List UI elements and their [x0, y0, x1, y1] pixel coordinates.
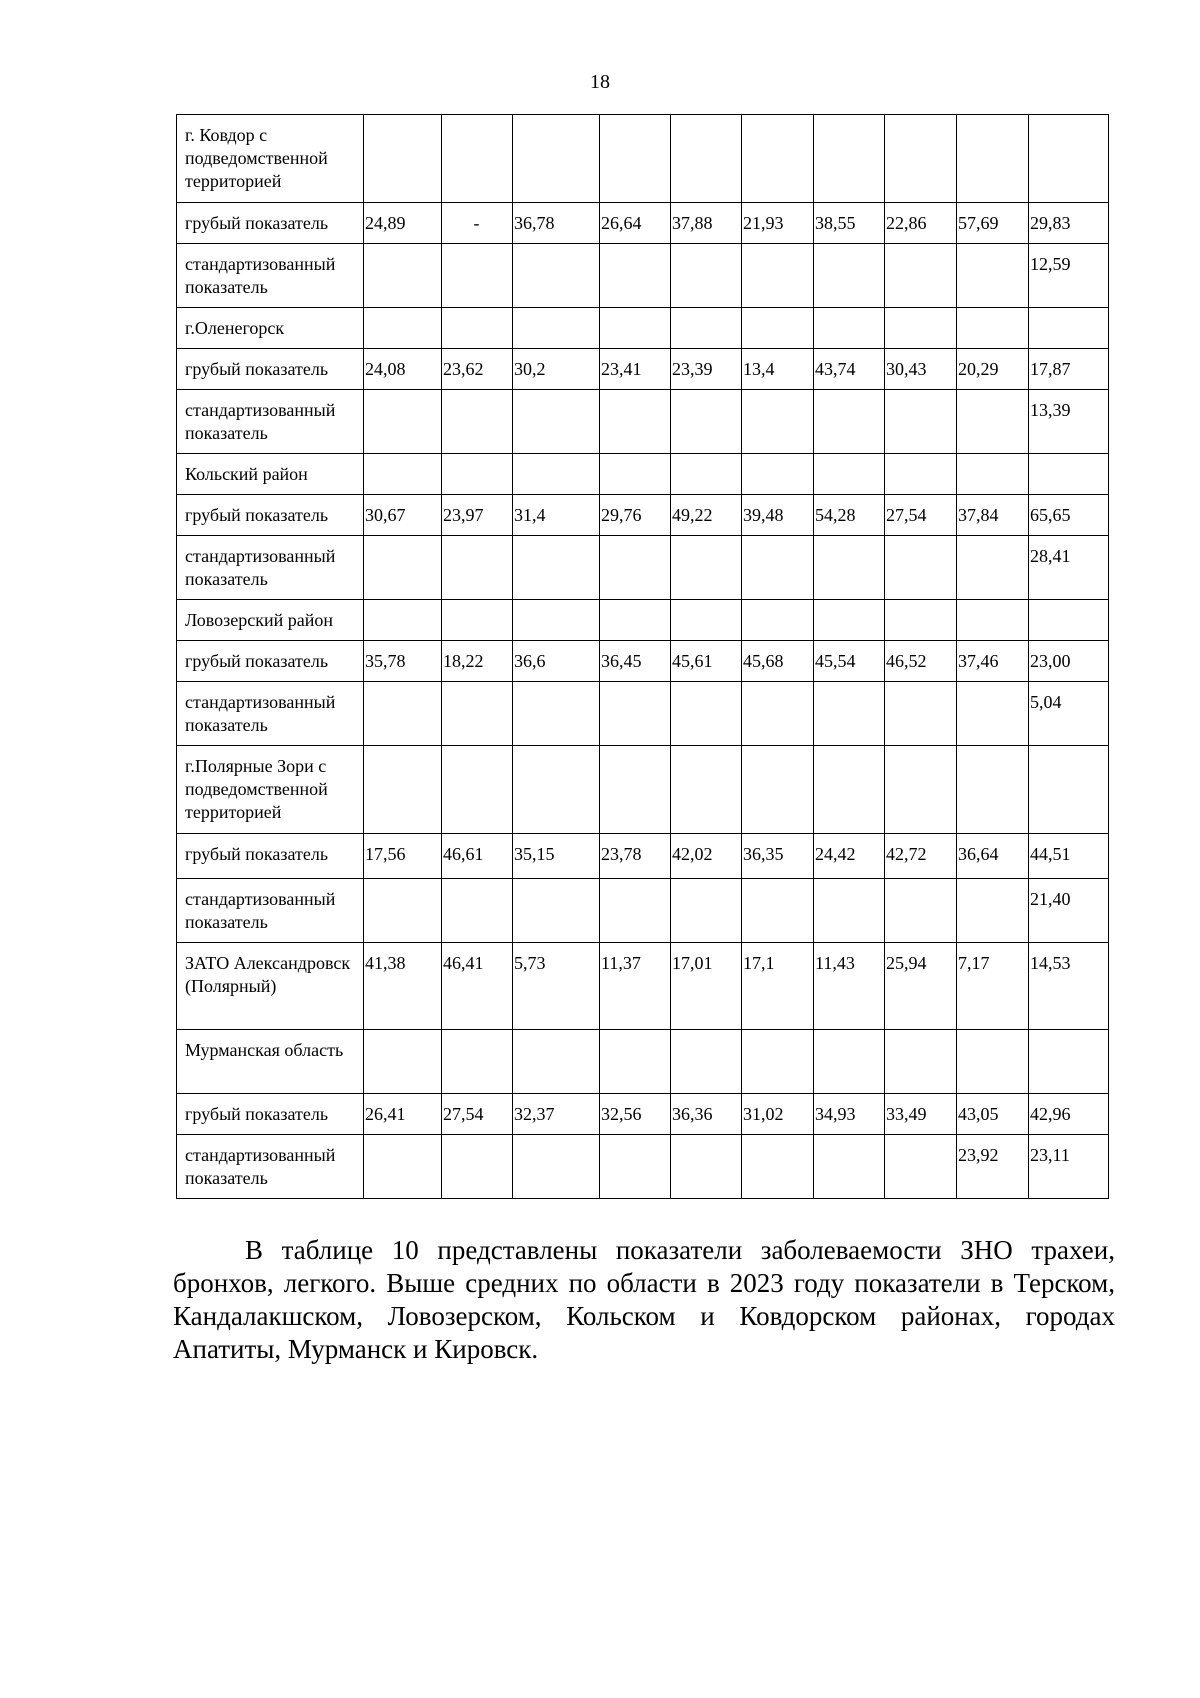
table-cell: 23,41: [600, 349, 671, 390]
table-cell: [885, 746, 957, 834]
table-cell: [364, 390, 442, 454]
table-cell: [814, 1030, 885, 1094]
table-cell: 42,02: [671, 834, 742, 879]
table-cell: -: [442, 203, 513, 244]
table-cell: 20,29: [957, 349, 1029, 390]
row-label: грубый показатель: [177, 641, 364, 682]
table-cell: [957, 308, 1029, 349]
table-cell: 42,72: [885, 834, 957, 879]
table-cell: [671, 682, 742, 746]
table-cell: [1029, 746, 1109, 834]
table-cell: [364, 308, 442, 349]
table-cell: [513, 115, 600, 203]
table-cell: 43,05: [957, 1094, 1029, 1135]
table-cell: 25,94: [885, 943, 957, 1030]
table-cell: [742, 536, 814, 600]
table-cell: [364, 746, 442, 834]
table-cell: 12,59: [1029, 244, 1109, 308]
incidence-table: [176, 114, 1109, 1199]
table-cell: [742, 746, 814, 834]
table-cell: [885, 1030, 957, 1094]
table-cell: [364, 536, 442, 600]
table-cell: [442, 454, 513, 495]
table-cell: [957, 115, 1029, 203]
table-cell: 23,78: [600, 834, 671, 879]
table-cell: [885, 454, 957, 495]
table-row: [177, 879, 1109, 943]
table-row: [177, 641, 1109, 682]
table-cell: 36,64: [957, 834, 1029, 879]
table-cell: 7,17: [957, 943, 1029, 1030]
table-cell: [957, 879, 1029, 943]
table-cell: 17,56: [364, 834, 442, 879]
table-cell: 23,39: [671, 349, 742, 390]
table-cell: 35,78: [364, 641, 442, 682]
table-cell: 11,37: [600, 943, 671, 1030]
table-cell: 30,67: [364, 495, 442, 536]
table-cell: [671, 454, 742, 495]
table-cell: [364, 115, 442, 203]
table-cell: [364, 454, 442, 495]
table-cell: [364, 600, 442, 641]
table-cell: 36,36: [671, 1094, 742, 1135]
table-cell: 36,6: [513, 641, 600, 682]
table-cell: [600, 536, 671, 600]
table-cell: [742, 454, 814, 495]
table-cell: [742, 879, 814, 943]
table-cell: [442, 536, 513, 600]
table-cell: [814, 115, 885, 203]
table-cell: 29,83: [1029, 203, 1109, 244]
table-cell: [814, 746, 885, 834]
table-cell: 49,22: [671, 495, 742, 536]
table-row: [177, 349, 1109, 390]
table-cell: [513, 682, 600, 746]
table-cell: [442, 390, 513, 454]
table-cell: [513, 879, 600, 943]
table-row: [177, 115, 1109, 203]
table-cell: [513, 390, 600, 454]
table-cell: 27,54: [442, 1094, 513, 1135]
table-cell: [364, 244, 442, 308]
table-cell: 42,96: [1029, 1094, 1109, 1135]
table-row: [177, 943, 1109, 1030]
table-cell: 11,43: [814, 943, 885, 1030]
row-label: грубый показатель: [177, 349, 364, 390]
row-label: стандартизованный показатель: [177, 244, 364, 308]
table-cell: [814, 1135, 885, 1199]
table-cell: 26,64: [600, 203, 671, 244]
table-cell: [742, 244, 814, 308]
table-cell: [814, 536, 885, 600]
table-cell: [1029, 600, 1109, 641]
table-row: [177, 1094, 1109, 1135]
table-cell: [885, 115, 957, 203]
table-cell: [1029, 1030, 1109, 1094]
row-label: стандартизованный показатель: [177, 879, 364, 943]
table-cell: [671, 879, 742, 943]
table-cell: 45,61: [671, 641, 742, 682]
table-cell: 23,11: [1029, 1135, 1109, 1199]
table-cell: 45,68: [742, 641, 814, 682]
table-cell: 27,54: [885, 495, 957, 536]
table-cell: [885, 1135, 957, 1199]
table-cell: 41,38: [364, 943, 442, 1030]
table-cell: 5,04: [1029, 682, 1109, 746]
table-cell: [442, 115, 513, 203]
row-label: грубый показатель: [177, 495, 364, 536]
table-cell: 17,87: [1029, 349, 1109, 390]
row-label: стандартизованный показатель: [177, 390, 364, 454]
table-cell: [442, 600, 513, 641]
table-cell: 30,43: [885, 349, 957, 390]
row-label: грубый показатель: [177, 834, 364, 879]
table-cell: [442, 308, 513, 349]
table-cell: 21,93: [742, 203, 814, 244]
table-cell: 14,53: [1029, 943, 1109, 1030]
table-cell: 5,73: [513, 943, 600, 1030]
table-cell: 57,69: [957, 203, 1029, 244]
table-cell: [1029, 454, 1109, 495]
table-cell: 33,49: [885, 1094, 957, 1135]
table-cell: [885, 308, 957, 349]
table-row: [177, 746, 1109, 834]
table-cell: [742, 390, 814, 454]
table-cell: 32,56: [600, 1094, 671, 1135]
row-label: ЗАТО Александровск (Полярный): [177, 943, 364, 1030]
table-cell: [885, 600, 957, 641]
row-label: грубый показатель: [177, 203, 364, 244]
table-cell: [513, 536, 600, 600]
table-cell: [513, 244, 600, 308]
table-cell: 29,76: [600, 495, 671, 536]
table-cell: [814, 454, 885, 495]
table-cell: 54,28: [814, 495, 885, 536]
table-cell: 21,40: [1029, 879, 1109, 943]
table-cell: [600, 1135, 671, 1199]
table-cell: [600, 390, 671, 454]
table-row: [177, 244, 1109, 308]
table-cell: 28,41: [1029, 536, 1109, 600]
table-row: [177, 203, 1109, 244]
table-cell: [814, 390, 885, 454]
table-cell: [814, 879, 885, 943]
table-cell: 17,01: [671, 943, 742, 1030]
row-label: стандартизованный показатель: [177, 536, 364, 600]
table-cell: [364, 879, 442, 943]
table-cell: 36,35: [742, 834, 814, 879]
table-cell: [957, 600, 1029, 641]
table-cell: 22,86: [885, 203, 957, 244]
table-cell: 24,89: [364, 203, 442, 244]
table-cell: [442, 682, 513, 746]
table-cell: [442, 1030, 513, 1094]
table-cell: [671, 390, 742, 454]
table-cell: [957, 454, 1029, 495]
table-cell: 37,46: [957, 641, 1029, 682]
table-cell: 37,84: [957, 495, 1029, 536]
table-cell: [600, 600, 671, 641]
row-label: г.Полярные Зори с подведомственной территорией: [177, 746, 364, 834]
table-cell: 17,1: [742, 943, 814, 1030]
table-cell: 32,37: [513, 1094, 600, 1135]
table-cell: [957, 390, 1029, 454]
table-cell: [442, 879, 513, 943]
table-cell: [442, 746, 513, 834]
table-cell: [671, 600, 742, 641]
table-row: [177, 536, 1109, 600]
table-cell: [671, 1030, 742, 1094]
table-cell: [442, 244, 513, 308]
table-cell: [600, 308, 671, 349]
row-label: г.Оленегорск: [177, 308, 364, 349]
table-cell: [814, 244, 885, 308]
table-row: [177, 1135, 1109, 1199]
table-cell: 34,93: [814, 1094, 885, 1135]
table-cell: [364, 1135, 442, 1199]
table-cell: [600, 115, 671, 203]
row-label: Кольский район: [177, 454, 364, 495]
table-cell: [1029, 308, 1109, 349]
table-cell: [742, 1135, 814, 1199]
table-cell: [600, 1030, 671, 1094]
table-row: [177, 454, 1109, 495]
table-cell: [742, 1030, 814, 1094]
table-cell: 38,55: [814, 203, 885, 244]
table-cell: 39,48: [742, 495, 814, 536]
table-cell: [885, 244, 957, 308]
table-cell: 24,42: [814, 834, 885, 879]
table-cell: 23,00: [1029, 641, 1109, 682]
table-cell: [742, 115, 814, 203]
table-cell: 36,78: [513, 203, 600, 244]
table-cell: 23,92: [957, 1135, 1029, 1199]
table-cell: 44,51: [1029, 834, 1109, 879]
table-cell: [671, 115, 742, 203]
table-cell: 46,61: [442, 834, 513, 879]
table-cell: [742, 308, 814, 349]
table-cell: [814, 308, 885, 349]
table-cell: [513, 746, 600, 834]
table-cell: [814, 600, 885, 641]
table-cell: 23,97: [442, 495, 513, 536]
table-cell: [600, 244, 671, 308]
table-cell: [671, 1135, 742, 1199]
row-label: стандартизованный показатель: [177, 682, 364, 746]
table-cell: 18,22: [442, 641, 513, 682]
table-cell: 46,52: [885, 641, 957, 682]
table-cell: [1029, 115, 1109, 203]
table-cell: [671, 308, 742, 349]
table-cell: [513, 1030, 600, 1094]
table-cell: 31,4: [513, 495, 600, 536]
table-row: [177, 600, 1109, 641]
table-cell: [957, 746, 1029, 834]
row-label: Мурманская область: [177, 1030, 364, 1094]
table-cell: [957, 1030, 1029, 1094]
table-cell: 46,41: [442, 943, 513, 1030]
table-cell: [513, 454, 600, 495]
table-cell: [957, 244, 1029, 308]
table-row: [177, 308, 1109, 349]
table-cell: 65,65: [1029, 495, 1109, 536]
table-cell: 37,88: [671, 203, 742, 244]
table-row: [177, 495, 1109, 536]
body-paragraph: В таблице 10 представлены показатели заболеваемости ЗНО трахеи, бронхов, легкого. Выше средних по области в 2023 году показатели в Терском, Кандалакшском, Ловозерском, Кольском и Ковдорском районах, городах Апатиты, Мурманск и Кировск.: [173, 1235, 1115, 1364]
table-cell: [814, 682, 885, 746]
table-cell: [513, 600, 600, 641]
table-cell: [885, 682, 957, 746]
table-cell: [671, 746, 742, 834]
table-cell: [885, 536, 957, 600]
table-cell: [600, 746, 671, 834]
table-cell: [671, 536, 742, 600]
table-cell: 35,15: [513, 834, 600, 879]
table-cell: 24,08: [364, 349, 442, 390]
table-cell: [885, 879, 957, 943]
table-cell: [513, 308, 600, 349]
table-cell: 13,4: [742, 349, 814, 390]
table-cell: [442, 1135, 513, 1199]
row-label: стандартизованный показатель: [177, 1135, 364, 1199]
table-cell: [742, 682, 814, 746]
row-label: Ловозерский район: [177, 600, 364, 641]
table-cell: 13,39: [1029, 390, 1109, 454]
table-cell: 45,54: [814, 641, 885, 682]
table-cell: [364, 1030, 442, 1094]
row-label: грубый показатель: [177, 1094, 364, 1135]
table-cell: [513, 1135, 600, 1199]
table-cell: 31,02: [742, 1094, 814, 1135]
table-cell: [364, 682, 442, 746]
table-cell: [671, 244, 742, 308]
table-cell: [742, 600, 814, 641]
table-cell: [885, 390, 957, 454]
table-row: [177, 390, 1109, 454]
table-cell: [957, 536, 1029, 600]
table-row: [177, 682, 1109, 746]
table-cell: 30,2: [513, 349, 600, 390]
table-cell: 23,62: [442, 349, 513, 390]
table-cell: [957, 682, 1029, 746]
table-cell: 26,41: [364, 1094, 442, 1135]
page-number: 18: [590, 71, 610, 93]
table-row: [177, 1030, 1109, 1094]
table-cell: [600, 454, 671, 495]
table-body: [177, 115, 1109, 1199]
table-cell: 36,45: [600, 641, 671, 682]
table-cell: 43,74: [814, 349, 885, 390]
row-label: г. Ковдор с подведомственной территорией: [177, 115, 364, 203]
table-cell: [600, 682, 671, 746]
table-row: [177, 834, 1109, 879]
table-cell: [600, 879, 671, 943]
